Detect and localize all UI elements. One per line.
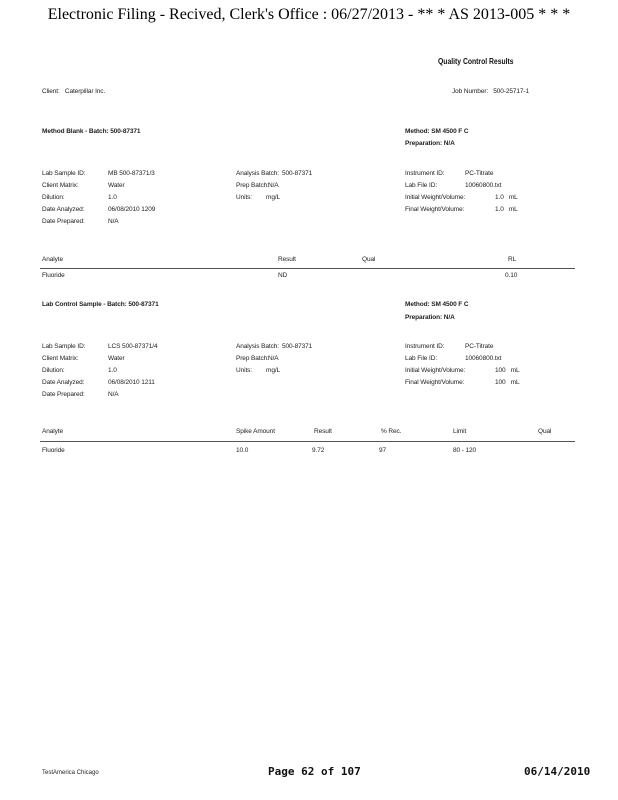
lcs-value-initial-volume: 100 mL [495,367,520,374]
lcs-value-lab-sample-id: LCS 500-87371/4 [108,343,158,350]
lcs-label-dilution: Dilution: [42,367,65,374]
footer-page-number: Page 62 of 107 [268,765,361,778]
lcs-table-rule [40,441,575,442]
lcs-value-analysis-batch: 500-87371 [282,343,313,350]
mb-label-units: Units: [236,194,253,201]
mb-cell-analyte: Fluoride [42,272,65,279]
lcs-value-date-prepared: N/A [108,391,119,398]
lcs-cell-analyte: Fluoride [42,447,65,454]
mb-label-prep-batch: Prep Batch: [236,182,269,189]
method-blank-preparation: Preparation: N/A [405,140,455,147]
lcs-label-prep-batch: Prep Batch: [236,355,269,362]
lcs-value-client-matrix: Water [108,355,125,362]
mb-label-initial-volume: Initial Weight/Volume: [405,194,466,201]
lcs-value-instrument-id: PC-Titrate [465,343,494,350]
mb-value-final-volume: 1.0 mL [495,206,518,213]
lcs-col-pct-rec: % Rec. [381,428,402,435]
lcs-col-limit: Limit [453,428,467,435]
mb-label-lab-file-id: Lab File ID: [405,182,438,189]
lcs-label-initial-volume: Initial Weight/Volume: [405,367,466,374]
mb-value-instrument-id: PC-Titrate [465,170,494,177]
mb-value-prep-batch: N/A [268,182,279,189]
mb-label-analysis-batch: Analysis Batch: [236,170,279,177]
lcs-value-final-volume: 100 mL [495,379,520,386]
mb-value-date-prepared: N/A [108,218,119,225]
lcs-col-result: Result [314,428,332,435]
lcs-col-analyte: Analyte [42,428,63,435]
mb-label-date-analyzed: Date Analyzed: [42,206,85,213]
lcs-preparation: Preparation: N/A [405,314,455,321]
lcs-value-dilution: 1.0 [108,367,117,374]
report-title: Quality Control Results [438,57,514,66]
mb-value-analysis-batch: 500-87371 [282,170,313,177]
lcs-method: Method: SM 4500 F C [405,301,469,308]
mb-value-initial-volume: 1.0 mL [495,194,518,201]
client-line [42,88,105,95]
lcs-value-date-analyzed: 06/08/2010 1211 [108,379,155,386]
mb-label-dilution: Dilution: [42,194,65,201]
mb-value-lab-sample-id: MB 500-87371/3 [108,170,155,177]
mb-cell-rl: 0.10 [505,272,518,279]
lcs-value-units: mg/L [266,367,281,374]
lcs-cell-pct-rec: 97 [379,447,387,454]
lcs-label-client-matrix: Client Matrix: [42,355,79,362]
mb-col-rl: RL [508,256,517,263]
filing-banner: Electronic Filing - Recived, Clerk's Office : 06/27/2013 - ** * AS 2013-005 * * * [47,6,571,23]
lcs-label-date-analyzed: Date Analyzed: [42,379,85,386]
mb-col-analyte: Analyte [42,256,63,263]
lcs-cell-limit: 80 - 120 [453,447,477,454]
lcs-value-lab-file-id: 10060800.txt [465,355,502,362]
lcs-label-date-prepared: Date Prepared: [42,391,85,398]
mb-label-date-prepared: Date Prepared: [42,218,85,225]
footer-lab-name: TestAmerica Chicago [42,770,99,776]
job-line [452,88,529,95]
lcs-col-qual: Qual [538,428,552,435]
job-label: Job Number: [452,88,489,95]
lcs-label-analysis-batch: Analysis Batch: [236,343,279,350]
lcs-value-prep-batch: N/A [268,355,279,362]
job-value: 500-25717-1 [493,88,530,95]
lcs-label-lab-file-id: Lab File ID: [405,355,438,362]
method-blank-heading: Method Blank - Batch: 500-87371 [42,128,141,135]
mb-label-instrument-id: Instrument ID: [405,170,445,177]
lcs-col-spike-amount: Spike Amount [236,428,275,435]
mb-cell-result: ND [278,272,288,279]
client-value: Caterpillar Inc. [64,88,106,95]
mb-col-result: Result [278,256,296,263]
lcs-label-lab-sample-id: Lab Sample ID: [42,343,86,350]
lcs-cell-spike-amount: 10.0 [236,447,249,454]
footer-date: 06/14/2010 [524,765,591,778]
mb-value-units: mg/L [266,194,281,201]
mb-value-lab-file-id: 10060800.txt [465,182,502,189]
lcs-heading: Lab Control Sample - Batch: 500-87371 [42,301,159,308]
mb-value-date-analyzed: 06/08/2010 1209 [108,206,156,213]
lcs-label-units: Units: [236,367,253,374]
method-blank-method: Method: SM 4500 F C [405,128,469,135]
client-label: Client: [42,88,60,95]
mb-table-rule [40,268,575,269]
mb-col-qual: Qual [362,256,376,263]
lcs-label-instrument-id: Instrument ID: [405,343,445,350]
mb-label-client-matrix: Client Matrix: [42,182,79,189]
mb-label-lab-sample-id: Lab Sample ID: [42,170,86,177]
mb-label-final-volume: Final Weight/Volume: [405,206,465,213]
mb-value-dilution: 1.0 [108,194,117,201]
mb-value-client-matrix: Water [108,182,125,189]
lcs-label-final-volume: Final Weight/Volume: [405,379,465,386]
lcs-cell-result: 9.72 [312,447,325,454]
